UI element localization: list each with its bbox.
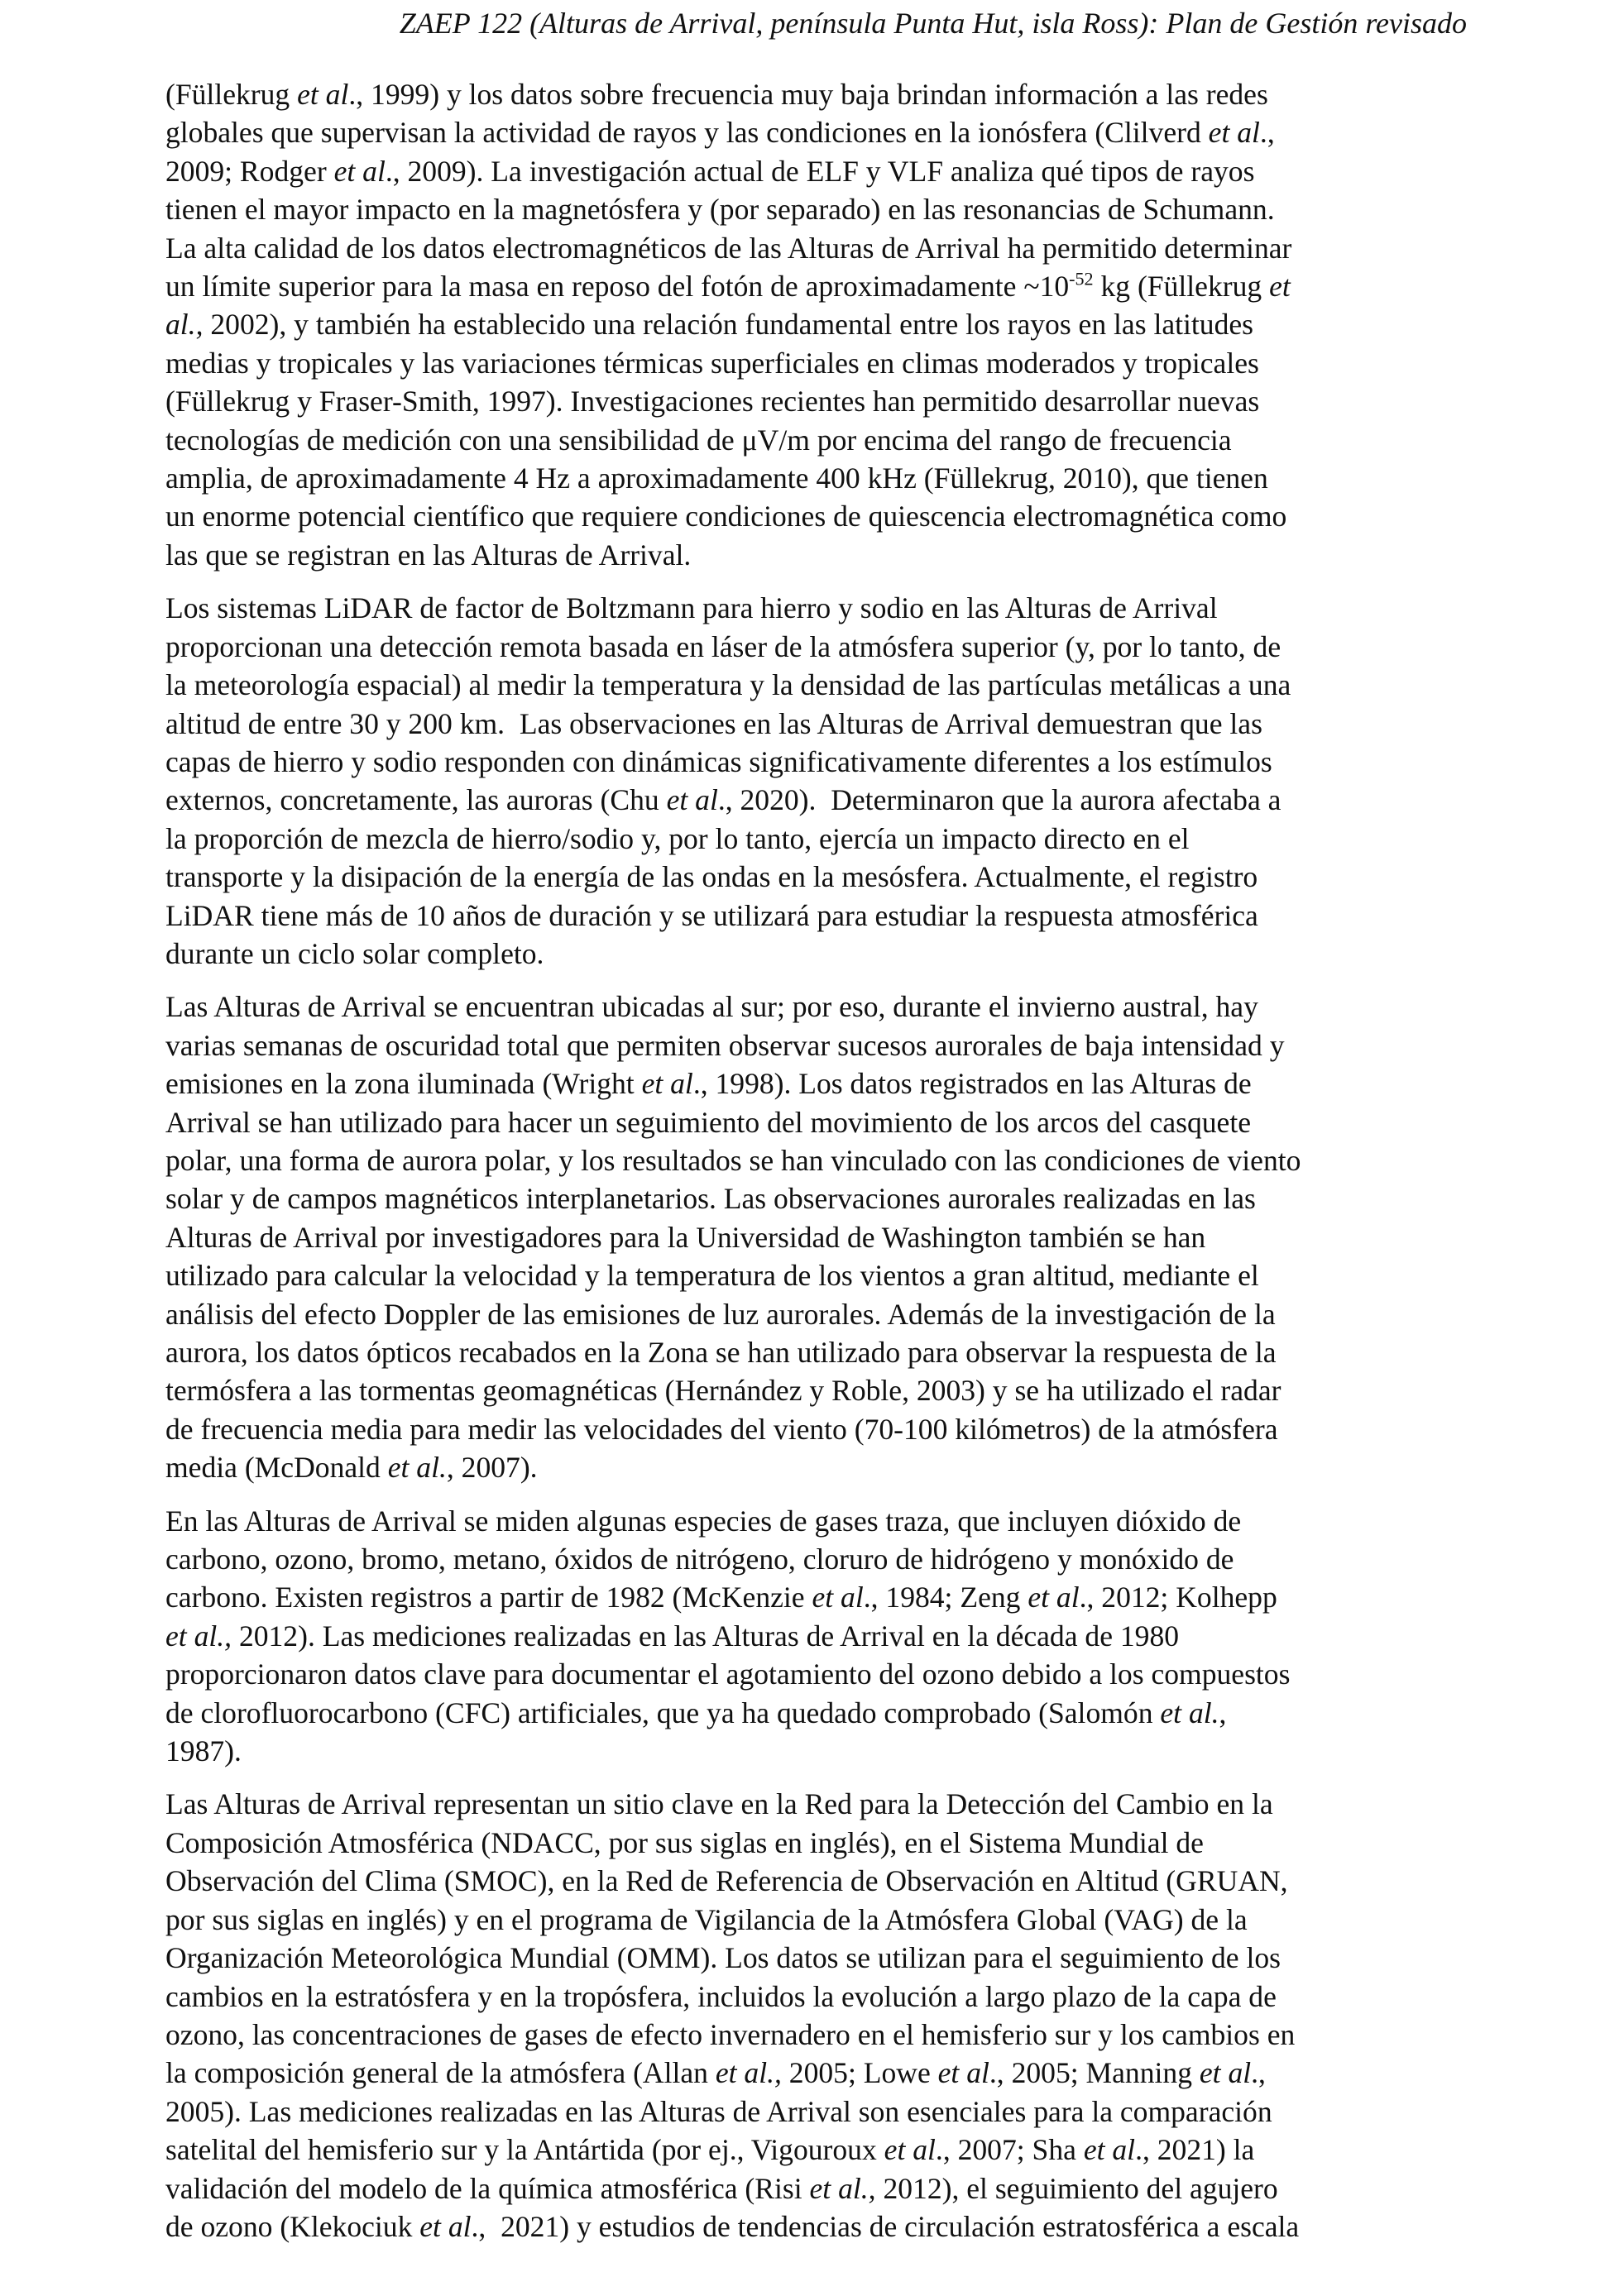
- paragraph: [165, 589, 1463, 973]
- text-line: termósfera a las tormentas geomagnéticas (Hernández y Roble, 2003) y se ha utilizado el radar: [165, 1374, 1281, 1408]
- text-line: la composición general de la atmósfera (Allan et al., 2005; Lowe et al., 2005; Manning et al.,: [165, 2056, 1266, 2090]
- text-line: Observación del Clima (SMOC), en la Red de Referencia de Observación en Altitud (GRUAN,: [165, 1864, 1288, 1898]
- paragraph: [165, 1785, 1463, 2246]
- text-line: satelital del hemisferio sur y la Antártida (por ej., Vigouroux et al., 2007; Sha et al., 2021) la: [165, 2133, 1255, 2167]
- text-line: varias semanas de oscuridad total que permiten observar sucesos aurorales de baja intensidad y: [165, 1028, 1285, 1062]
- body-text: [165, 75, 1463, 2260]
- text-line: Las Alturas de Arrival representan un sitio clave en la Red para la Detección del Cambio en la: [165, 1787, 1273, 1821]
- text-line: aurora, los datos ópticos recabados en la Zona se han utilizado para observar la respuesta de la: [165, 1336, 1277, 1369]
- text-line: un enorme potencial científico que requiere condiciones de quiescencia electromagnética como: [165, 500, 1287, 533]
- text-line: (Füllekrug y Fraser-Smith, 1997). Investigaciones recientes han permitido desarrollar nuevas: [165, 385, 1260, 419]
- text-line: media (McDonald et al., 2007).: [165, 1451, 538, 1485]
- text-line: tecnologías de medición con una sensibilidad de μV/m por encima del rango de frecuencia: [165, 423, 1232, 457]
- text-line: amplia, de aproximadamente 4 Hz a aproximadamente 400 kHz (Füllekrug, 2010), que tienen: [165, 462, 1268, 495]
- text-line: medias y tropicales y las variaciones térmicas superficiales en climas moderados y tropicales: [165, 346, 1259, 380]
- text-line: al., 2002), y también ha establecido una relación fundamental entre los rayos en las latitudes: [165, 308, 1253, 342]
- text-line: carbono. Existen registros a partir de 1982 (McKenzie et al., 1984; Zeng et al., 2012; Kolhepp: [165, 1581, 1277, 1614]
- text-line: proporcionaron datos clave para documentar el agotamiento del ozono debido a los compuestos: [165, 1657, 1291, 1691]
- text-line: transporte y la disipación de la energía de las ondas en la mesósfera. Actualmente, el registro: [165, 860, 1258, 894]
- text-line: Los sistemas LiDAR de factor de Boltzmann para hierro y sodio en las Alturas de Arrival: [165, 591, 1218, 625]
- text-line: polar, una forma de aurora polar, y los resultados se han vinculado con las condiciones de viento: [165, 1143, 1301, 1177]
- text-line: 2005). Las mediciones realizadas en las Alturas de Arrival son esenciales para la comparación: [165, 2094, 1272, 2128]
- text-line: LiDAR tiene más de 10 años de duración y se utilizará para estudiar la respuesta atmosférica: [165, 898, 1258, 932]
- text-line: 2009; Rodger et al., 2009). La investigación actual de ELF y VLF analiza qué tipos de rayos: [165, 154, 1255, 188]
- text-line: solar y de campos magnéticos interplanetarios. Las observaciones aurorales realizadas en las: [165, 1182, 1256, 1216]
- text-line: emisiones en la zona iluminada (Wright et al., 1998). Los datos registrados en las Alturas de: [165, 1067, 1252, 1101]
- text-line: En las Alturas de Arrival se miden algunas especies de gases traza, que incluyen dióxido de: [165, 1504, 1242, 1538]
- text-line: validación del modelo de la química atmosférica (Risi et al., 2012), el seguimiento del agujero: [165, 2171, 1278, 2205]
- text-line: un límite superior para la masa en reposo del fotón de aproximadamente $\sim 10^{-52}$ kg (Füllekrug et: [165, 268, 1291, 304]
- text-line: por sus siglas en inglés) y en el programa de Vigilancia de la Atmósfera Global (VAG) de la: [165, 1902, 1248, 1936]
- text-line: la proporción de mezcla de hierro/sodio y, por lo tanto, ejercía un impacto directo en el: [165, 821, 1190, 855]
- text-line: de clorofluorocarbono (CFC) artificiales, que ya ha quedado comprobado (Salomón et al.,: [165, 1696, 1227, 1729]
- paragraph: [165, 988, 1463, 1486]
- text-line: cambios en la estratósfera y en la tropósfera, incluidos la evolución a largo plazo de la capa de: [165, 1979, 1277, 2013]
- text-line: Alturas de Arrival por investigadores para la Universidad de Washington también se han: [165, 1220, 1206, 1254]
- paragraph: [165, 1502, 1463, 1771]
- text-line: de frecuencia media para medir las velocidades del viento (70-100 kilómetros) de la atmósfera: [165, 1412, 1278, 1446]
- text-line: globales que supervisan la actividad de rayos y las condiciones en la ionósfera (Clilverd et al.,: [165, 116, 1275, 150]
- text-line: et al., 2012). Las mediciones realizadas en las Alturas de Arrival en la década de 1980: [165, 1619, 1180, 1653]
- text-line: Composición Atmosférica (NDACC, por sus siglas en inglés), en el Sistema Mundial de: [165, 1825, 1204, 1859]
- text-line: análisis del efecto Doppler de las emisiones de luz aurorales. Además de la investigación de la: [165, 1297, 1276, 1331]
- text-line: de ozono (Klekociuk et al., 2021) y estudios de tendencias de circulación estratosférica a escala: [165, 2209, 1300, 2243]
- text-line: Organización Meteorológica Mundial (OMM). Los datos se utilizan para el seguimiento de los: [165, 1941, 1281, 1975]
- text-line: carbono, ozono, bromo, metano, óxidos de nitrógeno, cloruro de hidrógeno y monóxido de: [165, 1543, 1234, 1576]
- text-line: altitud de entre 30 y 200 km. Las observaciones en las Alturas de Arrival demuestran que las: [165, 706, 1262, 740]
- text-line: tienen el mayor impacto en la magnetósfera y (por separado) en las resonancias de Schumann.: [165, 193, 1275, 227]
- text-line: 1987).: [165, 1734, 242, 1768]
- text-line: ozono, las concentraciones de gases de efecto invernadero en el hemisferio sur y los cambios en: [165, 2017, 1296, 2051]
- running-header: ZAEP 122 (Alturas de Arrival, península Punta Hut, isla Ross): Plan de Gestión revisado: [399, 7, 1467, 40]
- text-line: proporcionan una detección remota basada en láser de la atmósfera superior (y, por lo tanto, de: [165, 629, 1281, 663]
- text-line: Arrival se han utilizado para hacer un seguimiento del movimiento de los arcos del casquete: [165, 1105, 1251, 1139]
- text-line: utilizado para calcular la velocidad y la temperatura de los vientos a gran altitud, mediante el: [165, 1259, 1259, 1293]
- text-line: (Füllekrug et al., 1999) y los datos sobre frecuencia muy baja brindan información a las redes: [165, 78, 1268, 111]
- text-line: capas de hierro y sodio responden con dinámicas significativamente diferentes a los estímulos: [165, 744, 1272, 778]
- text-line: la meteorología espacial) al medir la temperatura y la densidad de las partículas metálicas a una: [165, 668, 1291, 702]
- text-line: externos, concretamente, las auroras (Chu et al., 2020). Determinaron que la aurora afectaba a: [165, 783, 1281, 817]
- text-line: las que se registran en las Alturas de Arrival.: [165, 538, 692, 572]
- text-line: durante un ciclo solar completo.: [165, 936, 544, 970]
- paragraph: [165, 75, 1463, 574]
- text-line: La alta calidad de los datos electromagnéticos de las Alturas de Arrival ha permitido determinar: [165, 231, 1292, 265]
- text-line: Las Alturas de Arrival se encuentran ubicadas al sur; por eso, durante el invierno austral, hay: [165, 990, 1258, 1024]
